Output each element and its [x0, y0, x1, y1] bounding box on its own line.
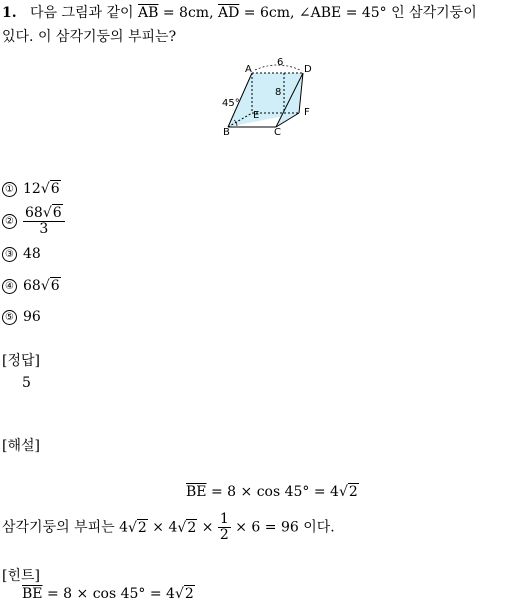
label-c: C [274, 127, 281, 138]
segment-ad: $\overline{AD}$ [217, 5, 240, 21]
label-45-degrees: 45° [222, 98, 240, 109]
question-number: 1. [2, 5, 17, 21]
choice-3-mark: ③ [2, 247, 17, 262]
sqrt-icon: √6 [40, 181, 60, 197]
choice-4-coef: 68 [23, 278, 41, 294]
angle-abe: ∠ABE = 45° [298, 5, 387, 21]
segment-ab: $\overline{AB}$ [138, 5, 159, 21]
explanation-equation [186, 484, 359, 500]
volume-suffix: × 6 = 96 이다. [235, 519, 335, 536]
choice-2-fraction [23, 206, 65, 237]
choice-3[interactable] [2, 246, 41, 262]
question-line-2: 있다. 이 삼각기둥의 부피는? [2, 29, 177, 45]
ab-length: = 8cm, [162, 5, 214, 21]
label-eight: 8 [275, 87, 282, 98]
choice-2-radicand: 6 [52, 205, 62, 221]
choice-1-radicand: 6 [50, 181, 60, 197]
hint-equation-rest: = 8 × cos 45° = 4 [46, 586, 175, 602]
choice-1-mark: ① [2, 182, 17, 197]
volume-radicand-1: 2 [137, 519, 147, 536]
sqrt-icon: √2 [128, 519, 147, 536]
sqrt-icon: √2 [338, 484, 358, 500]
sqrt-icon: √6 [40, 278, 60, 294]
equation-rest: = 8 × cos 45° = 4 [210, 484, 339, 500]
choice-2-num-coef: 68 [25, 205, 43, 221]
question-text: 다음 그림과 같이 [29, 5, 134, 21]
choice-1-coef: 12 [23, 181, 41, 197]
choice-4-radicand: 6 [50, 278, 60, 294]
hint-label: [힌트] [2, 568, 40, 584]
question-line-1 [2, 2, 477, 22]
volume-times: × [201, 519, 214, 536]
volume-prefix: 삼각기둥의 부피는 4 [2, 519, 128, 536]
sqrt-icon: √6 [42, 205, 62, 221]
volume-mid: × 4 [152, 519, 178, 536]
explanation-label: [해설] [2, 438, 40, 454]
label-six: 6 [277, 57, 284, 68]
label-a: A [245, 64, 252, 75]
volume-fraction [218, 512, 231, 543]
choice-4[interactable] [2, 278, 61, 294]
hint-equation [22, 586, 195, 602]
fraction-denominator: 2 [219, 527, 229, 543]
sqrt-icon: √2 [177, 519, 197, 536]
hint-radicand: 2 [184, 586, 194, 602]
question-text-end: 인 삼각기둥이 [391, 5, 477, 21]
volume-radicand-2: 2 [187, 519, 197, 536]
choice-5-mark: ⑤ [2, 310, 17, 325]
answer-value: 5 [22, 375, 31, 391]
hint-segment-be: $\overline{BE}$ [22, 586, 43, 602]
choice-2-denominator: 3 [39, 221, 49, 237]
fraction-numerator: 1 [219, 511, 229, 527]
choice-5[interactable] [2, 309, 41, 325]
label-b: B [223, 127, 230, 138]
choice-3-value: 48 [23, 246, 41, 262]
equation-radicand: 2 [348, 484, 358, 500]
answer-label: [정답] [2, 353, 40, 369]
label-e: E [253, 110, 260, 121]
choice-2[interactable] [2, 206, 65, 237]
label-d: D [304, 64, 312, 75]
choice-5-value: 96 [23, 309, 41, 325]
segment-be: $\overline{BE}$ [186, 484, 207, 500]
ad-length: = 6cm, [243, 5, 295, 21]
label-f: F [304, 107, 310, 118]
sqrt-icon: √2 [174, 586, 194, 602]
choice-2-mark: ② [2, 214, 17, 229]
choice-4-mark: ④ [2, 279, 17, 294]
volume-line [2, 512, 335, 543]
choice-1[interactable] [2, 181, 61, 197]
